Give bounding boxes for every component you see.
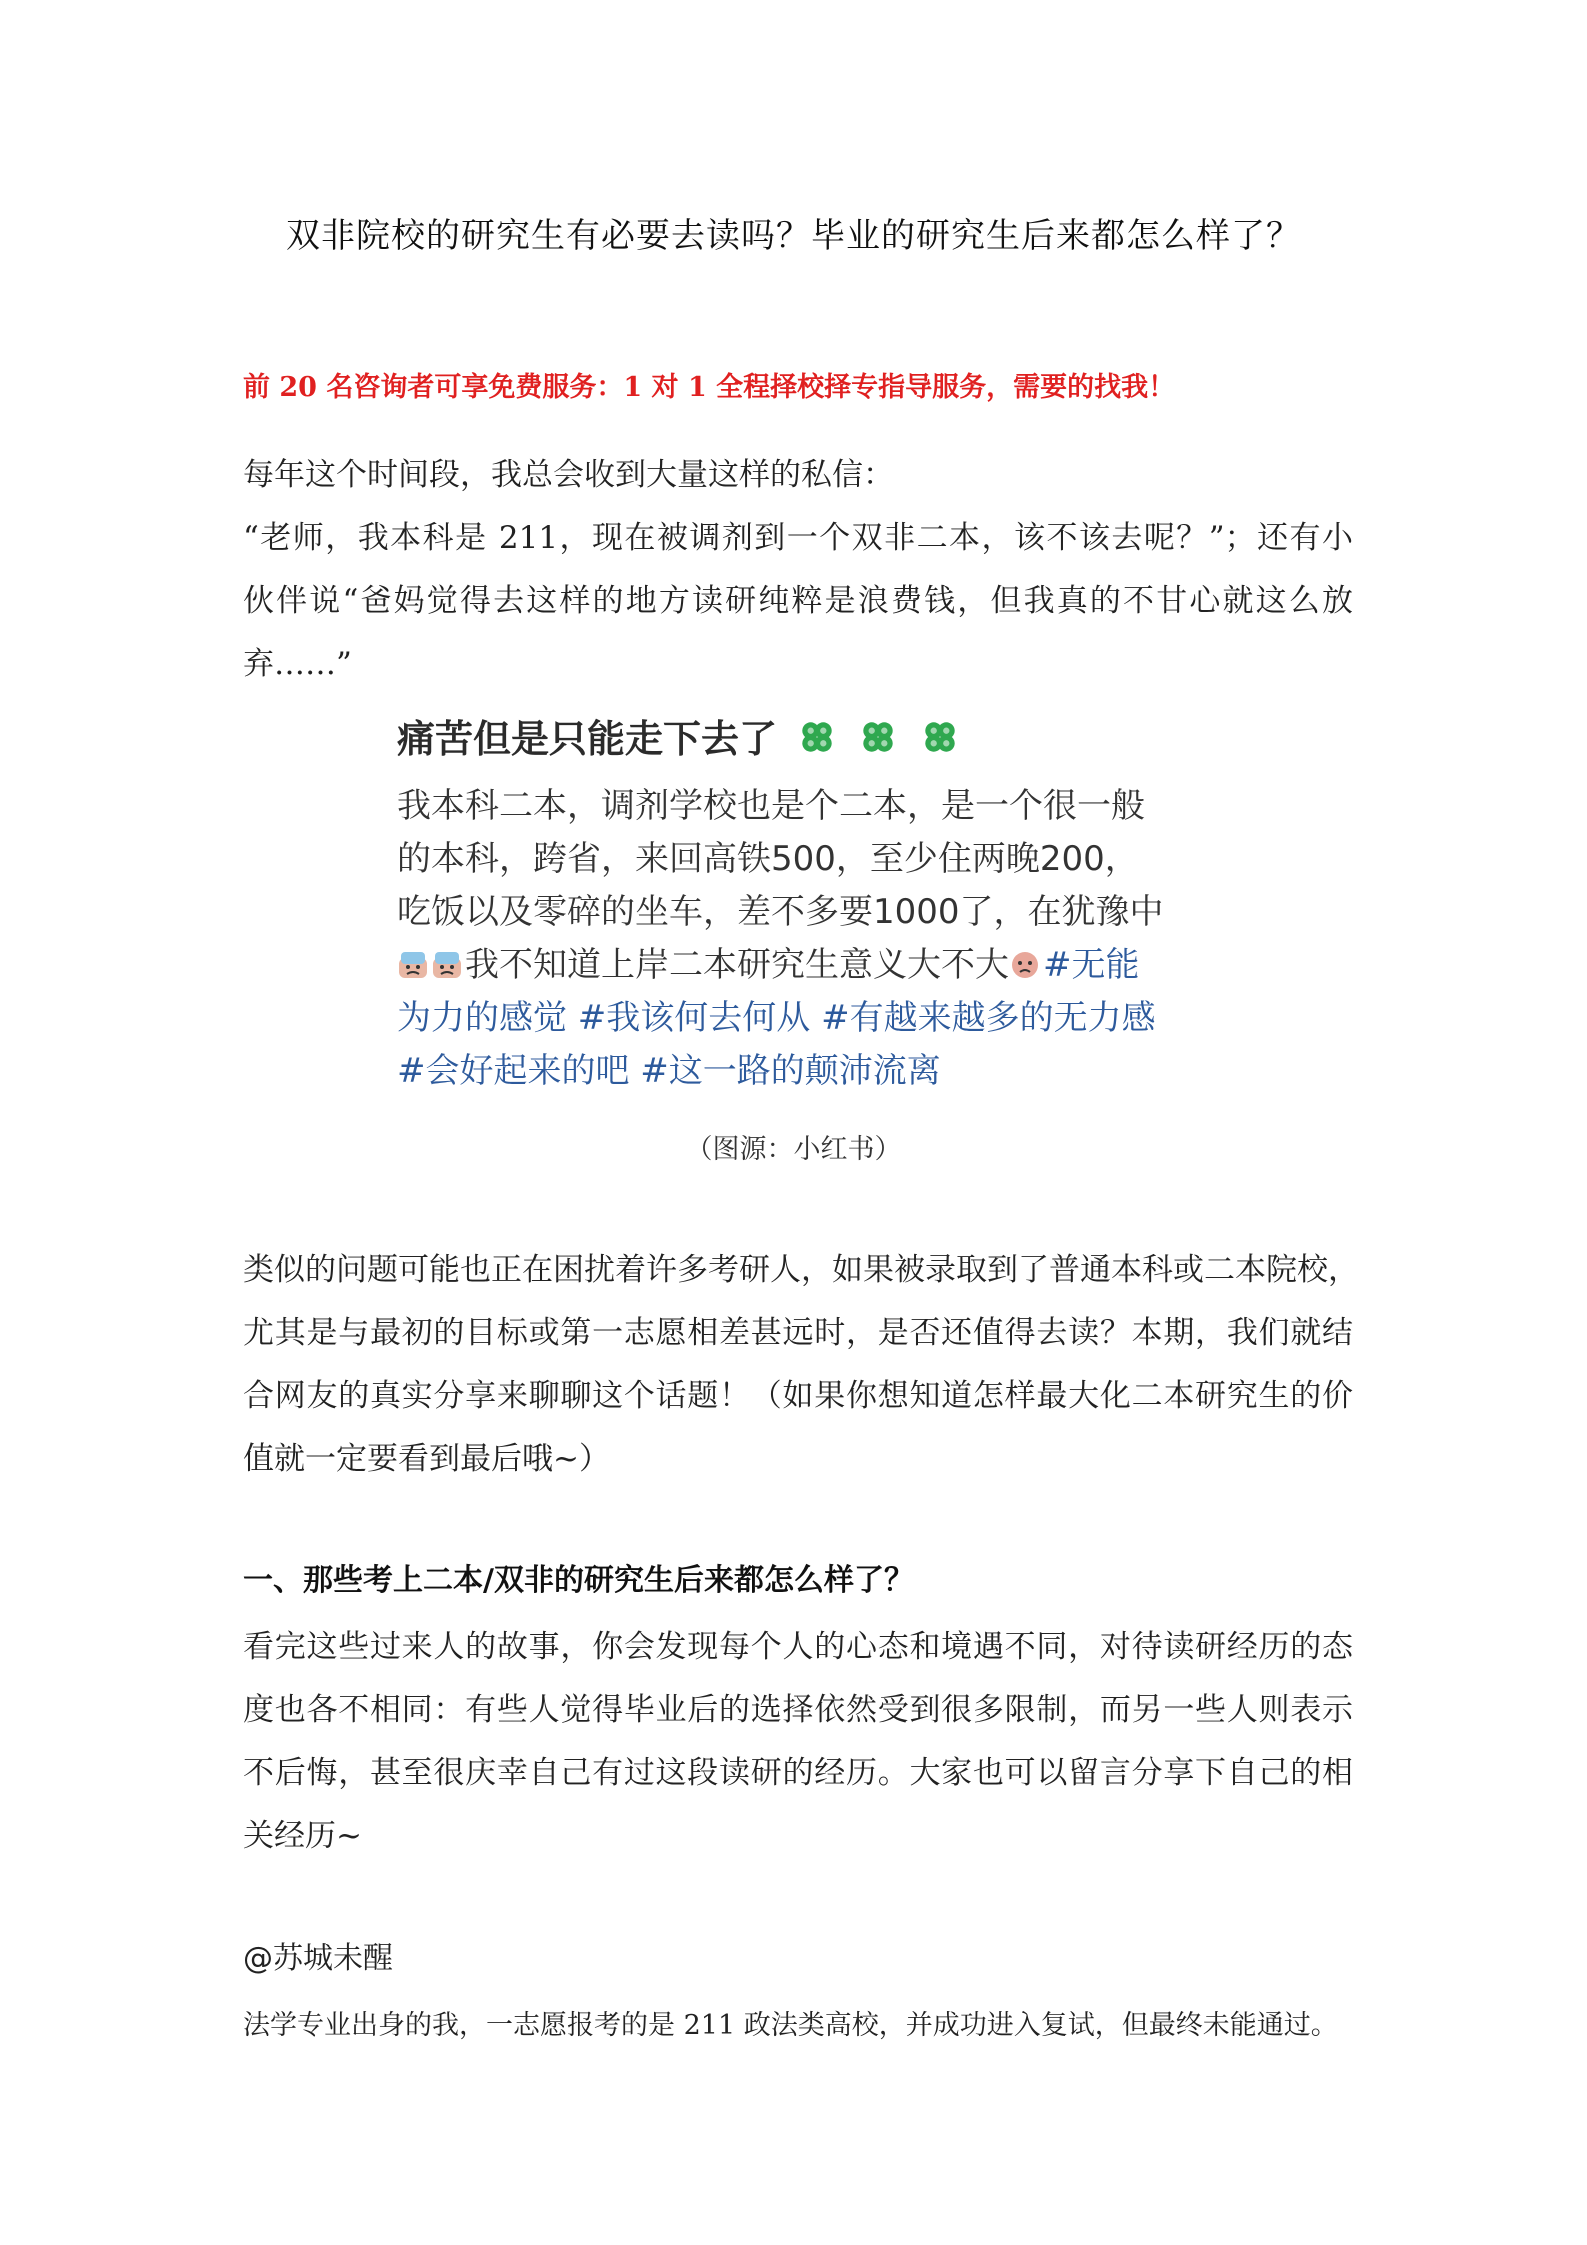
paragraph-line: 关经历~	[243, 1818, 362, 1854]
crying-face-icon	[397, 948, 429, 980]
hashtag[interactable]: #无能	[1043, 945, 1140, 985]
body-paragraph	[243, 1239, 1359, 1491]
intro-line: 弃……”	[243, 646, 352, 682]
post-line: 吃饭以及零碎的坐车，差不多要1000了，在犹豫中	[397, 892, 1164, 932]
paragraph-line: 值就一定要看到最后哦~）	[243, 1441, 610, 1477]
hashtag-line[interactable]: #会好起来的吧 #这一路的颠沛流离	[397, 1051, 941, 1091]
post-title-text: 痛苦但是只能走下去了	[397, 717, 778, 761]
page-title: 双非院校的研究生有必要去读吗？毕业的研究生后来都怎么样了？	[286, 216, 1301, 256]
sad-face-icon	[1009, 948, 1041, 980]
intro-line: 每年这个时间段，我总会收到大量这样的私信：	[243, 457, 894, 493]
promo-notice: 前 20 名咨询者可享免费服务：1 对 1 全程择校择专指导服务，需要的找我！	[243, 372, 1176, 403]
intro-line: 伙伴说“爸妈觉得去这样的地方读研纯粹是浪费钱，但我真的不甘心就这么放	[243, 583, 1353, 619]
intro-line: “老师，我本科是 211，现在被调剂到一个双非二本，该不该去呢？”；还有小	[243, 520, 1353, 556]
story-paragraph: 法学专业出身的我，一志愿报考的是 211 政法类高校，并成功进入复试，但最终未能通过。	[243, 2010, 1338, 2041]
social-post-image	[397, 700, 1197, 1100]
post-line	[397, 939, 1197, 992]
four-leaf-clover-icon	[919, 716, 961, 758]
four-leaf-clover-icon	[796, 716, 838, 758]
post-line: 我本科二本，调剂学校也是个二本，是一个很一般	[397, 786, 1145, 826]
intro-paragraph	[243, 444, 1353, 696]
body-paragraph	[243, 1616, 1353, 1868]
author-handle: @苏城未醒	[243, 1941, 393, 1976]
paragraph-line: 尤其是与最初的目标或第一志愿相差甚远时，是否还值得去读？本期，我们就结	[243, 1315, 1353, 1351]
hashtag-line[interactable]: 为力的感觉 #我该何去何从 #有越来越多的无力感	[397, 998, 1156, 1038]
four-leaf-clover-icon	[857, 716, 899, 758]
paragraph-line: 类似的问题可能也正在困扰着许多考研人，如果被录取到了普通本科或二本院校，	[243, 1252, 1359, 1288]
post-body	[397, 780, 1197, 1098]
paragraph-line: 看完这些过来人的故事，你会发现每个人的心态和境遇不同，对待读研经历的态	[243, 1629, 1353, 1665]
paragraph-line: 不后悔，甚至很庆幸自己有过这段读研的经历。大家也可以留言分享下自己的相	[243, 1755, 1353, 1791]
paragraph-line: 度也各不相同：有些人觉得毕业后的选择依然受到很多限制，而另一些人则表示	[243, 1692, 1353, 1728]
paragraph-line: 合网友的真实分享来聊聊这个话题！（如果你想知道怎样最大化二本研究生的价	[243, 1378, 1353, 1414]
section-heading: 一、那些考上二本/双非的研究生后来都怎么样了？	[243, 1563, 914, 1598]
post-line: 的本科，跨省，来回高铁500，至少住两晚200，	[397, 839, 1139, 879]
post-title	[397, 708, 961, 763]
crying-face-icon	[431, 948, 463, 980]
image-caption: （图源：小红书）	[685, 1134, 902, 1165]
post-line-text: 我不知道上岸二本研究生意义大不大	[465, 945, 1009, 985]
